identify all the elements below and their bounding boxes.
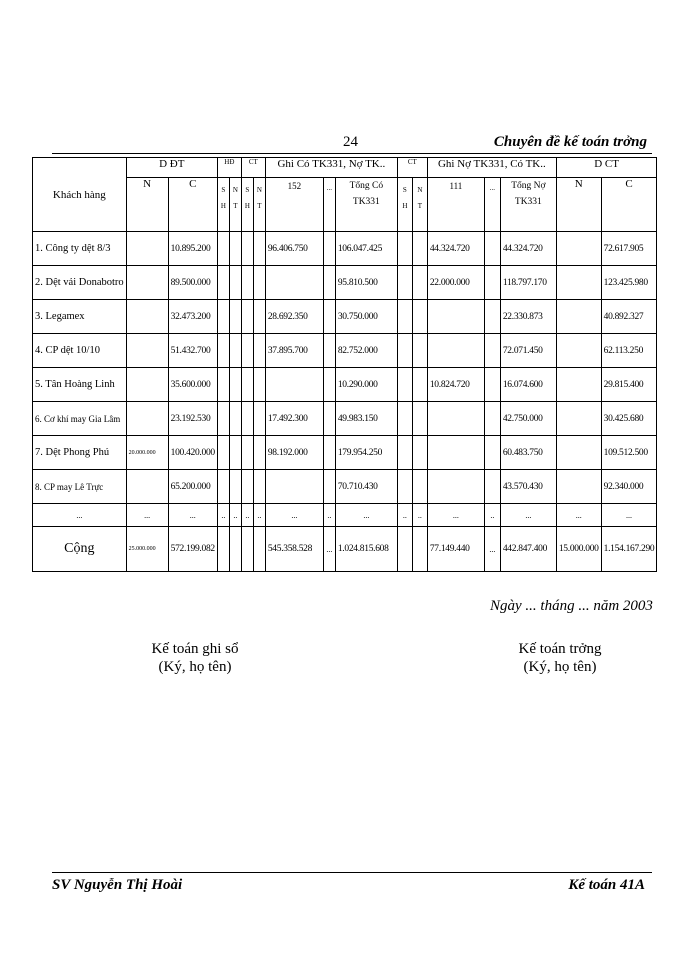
row-customer-name: 1. Công ty dệt 8/3: [33, 232, 127, 266]
hd-nt-header: N T: [229, 178, 241, 232]
table-row: 8. CP may Lê Trực 65.200.000 70.710.430 43.570.430 92.340.000: [33, 470, 657, 504]
ct2-sh-header: S H: [397, 178, 412, 232]
ellipsis-row: ... ... ... .. .. .. .. ... .. ... .. .. ... .. ... ... ...: [33, 504, 657, 527]
footer-class: Kế toán 41A: [568, 877, 645, 893]
ck-c-header: C: [601, 178, 657, 232]
footer-student-name: SV Nguyễn Thị Hoài: [52, 877, 183, 893]
supplier-ledger-table: [32, 157, 657, 572]
c152-header: 152: [265, 178, 323, 232]
group-voucher: CT: [241, 158, 265, 178]
hd-sh-header: S H: [217, 178, 229, 232]
signature-note: (Ký, họ tên): [158, 659, 232, 675]
table-row: 3. Legamex 32.473.200 28.692.350 30.750.000 22.330.873 40.892.327: [33, 300, 657, 334]
col-customer: Khách hàng: [33, 158, 127, 232]
table-row: 2. Dệt vải Donabotro 89.500.000 95.810.500 22.000.000 118.797.170 123.425.980: [33, 266, 657, 300]
signature-note: (Ký, họ tên): [523, 659, 597, 675]
date-line: Ngày ... tháng ... năm 2003: [490, 598, 653, 614]
page-number: 24: [343, 134, 358, 150]
header-rule: [52, 153, 652, 154]
row-customer-name: 2. Dệt vải Donabotro: [33, 266, 127, 300]
d-total-header: Tổng Nợ TK331: [500, 178, 556, 232]
row-customer-name: 5. Tân Hoàng Linh: [33, 368, 127, 402]
total-row: Cộng 25.000.000 572.199.082 545.358.528 ... 1.024.815.608 77.149.440 ... 442.847.400 15.000.000 1.154.167.290: [33, 527, 657, 572]
signature-accountant: [140, 640, 250, 676]
row-customer-name: 3. Legamex: [33, 300, 127, 334]
table-row: 4. CP dệt 10/10 51.432.700 37.895.700 82.752.000 72.071.450 62.113.250: [33, 334, 657, 368]
table-row: 6. Cơ khí may Gia Lâm 23.192.530 17.492.300 49.983.150 42.750.000 30.425.680: [33, 402, 657, 436]
row-customer-name: 7. Dệt Phong Phú: [33, 436, 127, 470]
c-dots-header: ...: [323, 178, 335, 232]
group-opening-balance: D ĐT: [126, 158, 217, 178]
dk-n-header: N: [126, 178, 168, 232]
header-title: Chuyên đề kế toán trởng: [493, 134, 647, 150]
signature-title: Kế toán trởng: [518, 641, 602, 657]
row-customer-name: 8. CP may Lê Trực: [33, 470, 127, 504]
row-customer-name: 6. Cơ khí may Gia Lâm: [33, 402, 127, 436]
signature-chief-accountant: [505, 640, 615, 676]
table-row: 1. Công ty dệt 8/3 10.895.200 96.406.750 106.047.425 44.324.720 44.324.720 72.617.905: [33, 232, 657, 266]
table-row: 7. Dệt Phong Phú 20.000.000 100.420.000 98.192.000 179.954.250 60.483.750 109.512.500: [33, 436, 657, 470]
signature-title: Kế toán ghi sổ: [151, 641, 239, 657]
table-row: 5. Tân Hoàng Linh 35.600.000 10.290.000 10.824.720 16.074.600 29.815.400: [33, 368, 657, 402]
footer-rule: [52, 872, 652, 873]
d-dots-header: ...: [484, 178, 500, 232]
ck-n-header: N: [556, 178, 601, 232]
d111-header: 111: [427, 178, 484, 232]
c-total-header: Tổng Có TK331: [335, 178, 397, 232]
total-label: Cộng: [33, 527, 127, 572]
ct-nt-header: N T: [253, 178, 265, 232]
row-customer-name: 4. CP dệt 10/10: [33, 334, 127, 368]
group-credit-331: Ghi Có TK331, Nợ TK..: [265, 158, 397, 178]
ct2-nt-header: N T: [412, 178, 427, 232]
header-row-groups: [33, 158, 657, 178]
dk-c-header: C: [168, 178, 217, 232]
group-closing-balance: D CT: [556, 158, 657, 178]
ct-sh-header: S H: [241, 178, 253, 232]
header-row-sub: [33, 178, 657, 232]
group-debit-331: Ghi Nợ TK331, Có TK..: [427, 158, 556, 178]
group-invoice: HĐ: [217, 158, 241, 178]
group-voucher-2: CT: [397, 158, 427, 178]
